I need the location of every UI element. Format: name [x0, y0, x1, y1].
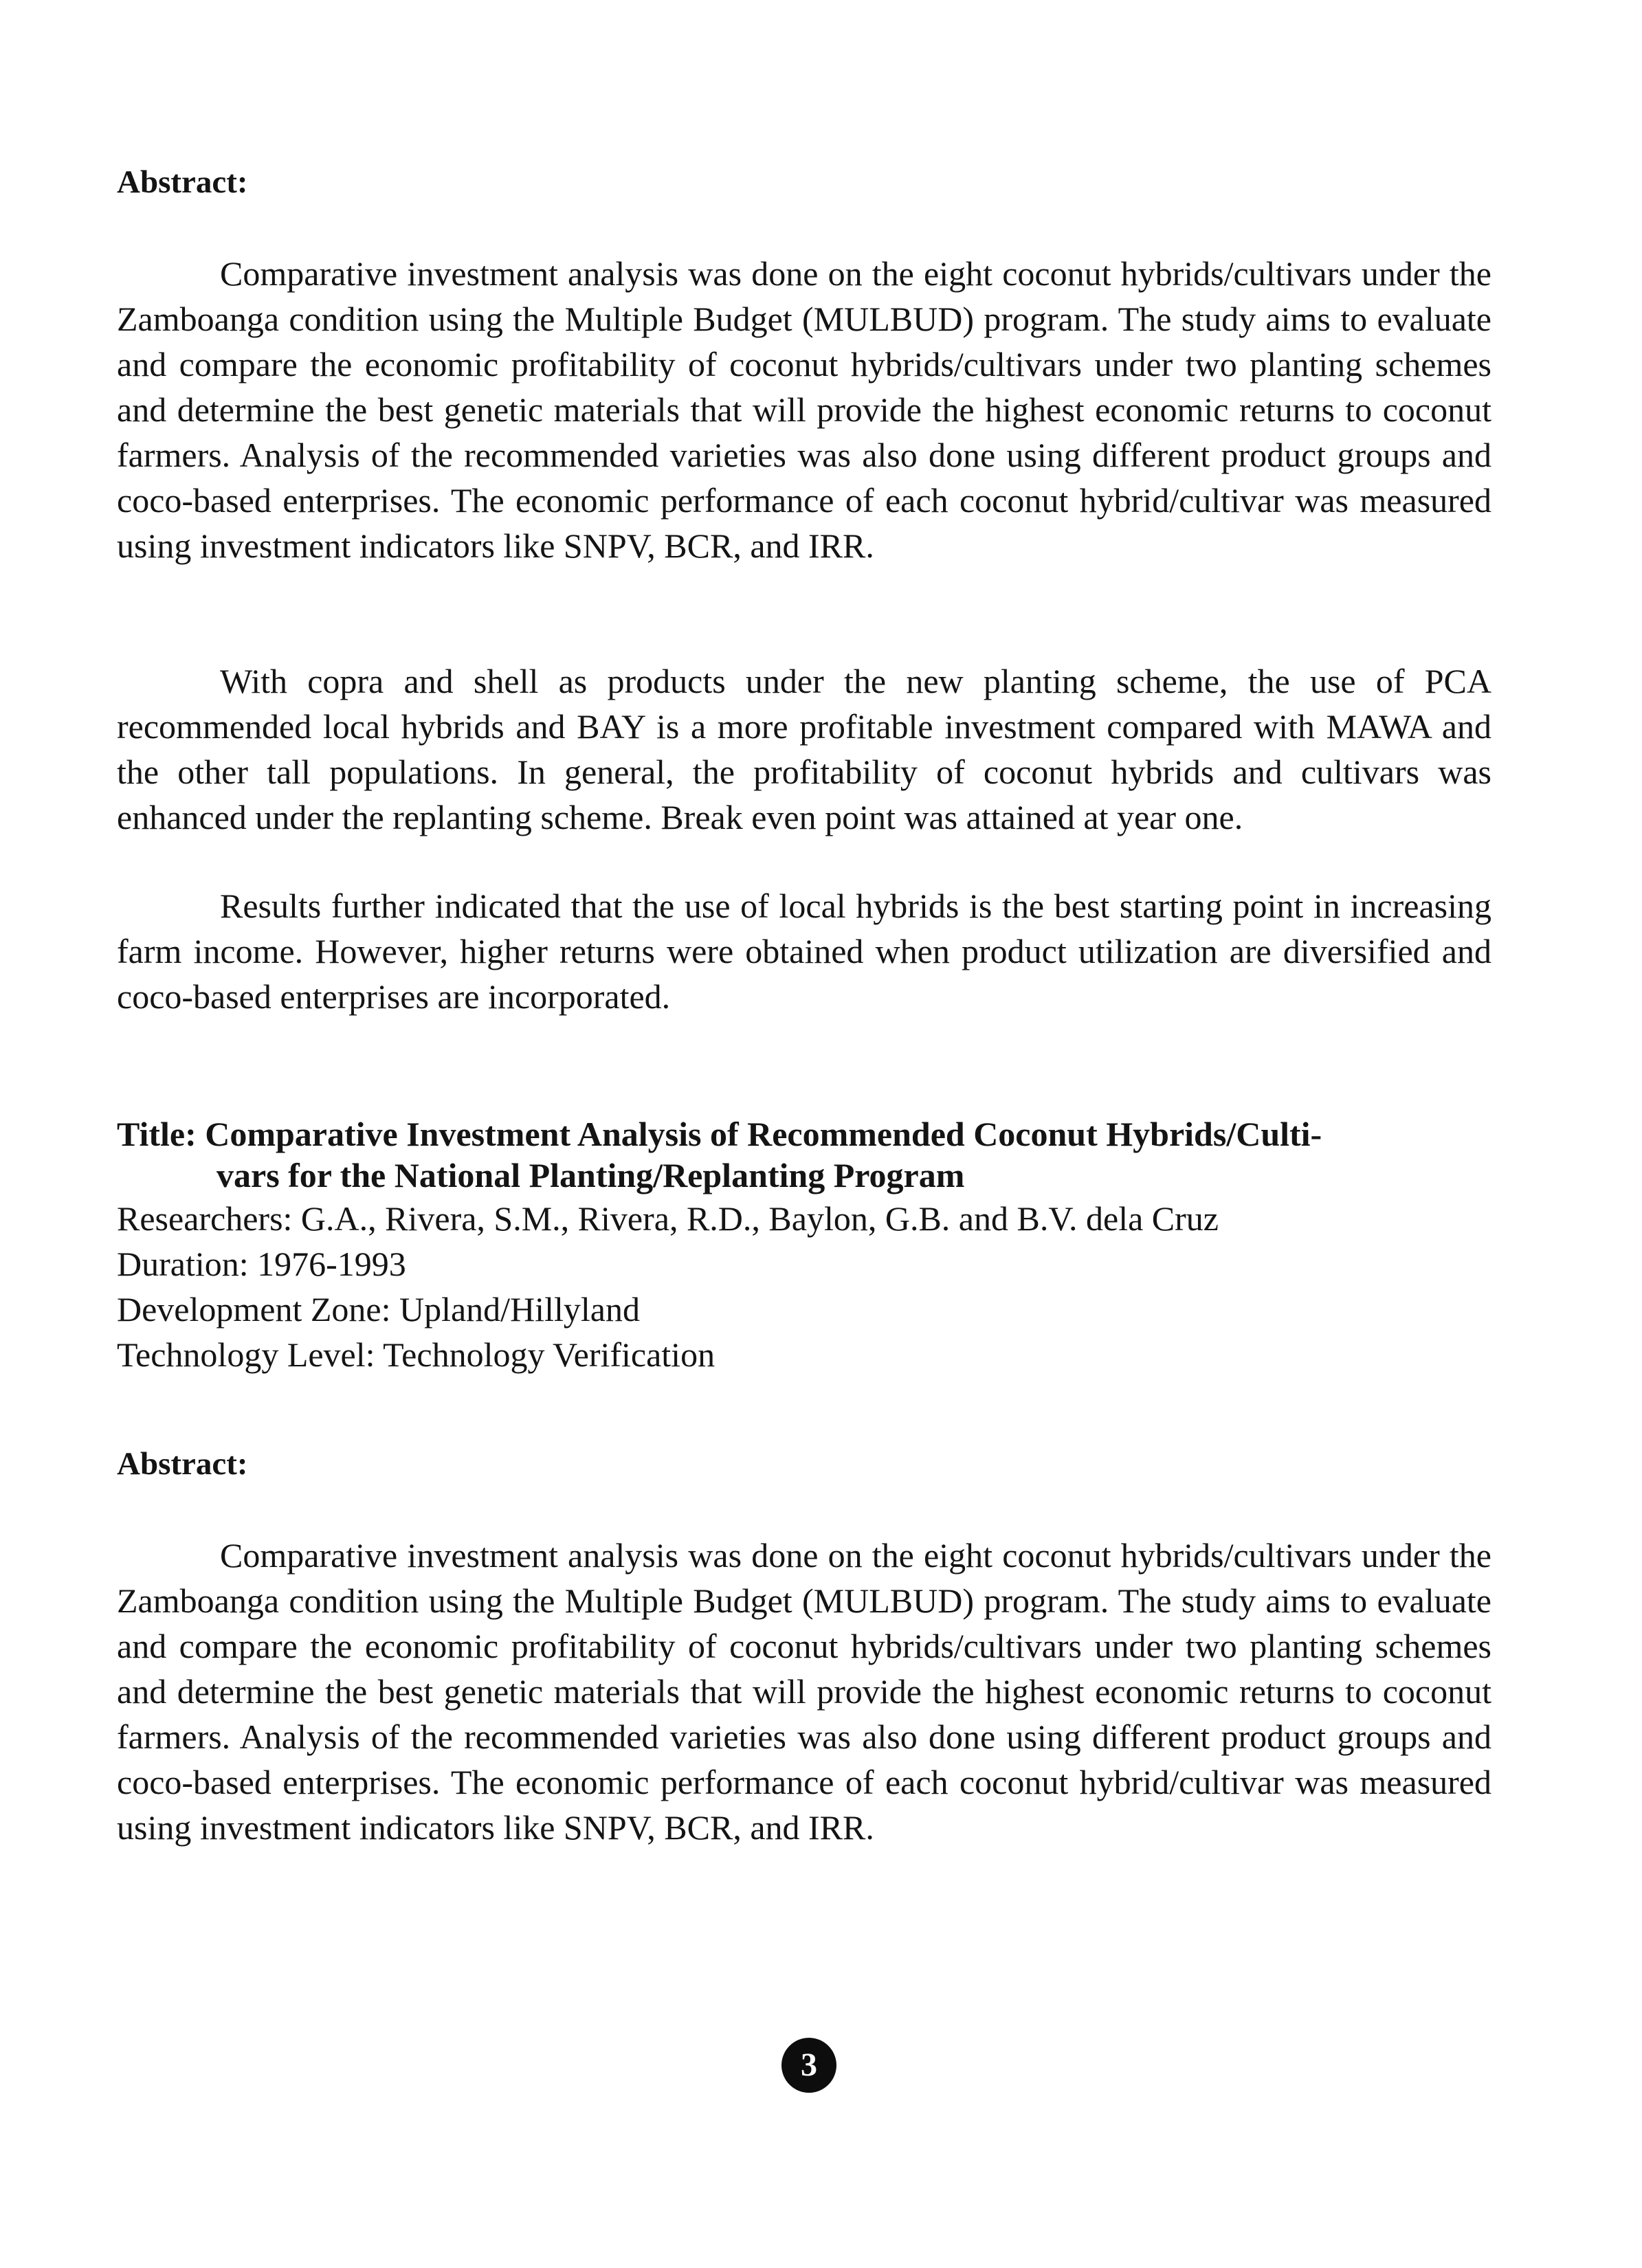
project-title-continued [117, 1155, 1491, 1196]
abstract-body-1c [117, 883, 1491, 1019]
title-text-line-1: Comparative Investment Analysis of Recommended Coconut Hybrids/Culti- [205, 1115, 1322, 1153]
document-page [117, 0, 1505, 2268]
title-text-line-2: vars for the National Planting/Replanting Program [217, 1156, 965, 1194]
abstract-heading-1: Abstract: [117, 164, 248, 200]
abstract-1-paragraph-1: Comparative investment analysis was done on the eight coconut hybrids/cultivars under the Zamboanga condition using the Multiple Budget (MULBUD) program. The study aims to evaluate and compare the economic profitability of coconut hybrids/cultivars under two planting schemes and determine the best genetic materials that will provide the highest economic returns to coconut farmers. Analysis of the recommended varieties was also done using different product groups and coco-based enterprises. The economic performance of each coconut hybrid/cultivar was measured using investment indicators like SNPV, BCR, and IRR. [117, 254, 1491, 565]
researchers-line: Researchers: G.A., Rivera, S.M., Rivera, R.D., Baylon, G.B. and B.V. dela Cruz [117, 1199, 1219, 1238]
abstract-body-2 [117, 1533, 1491, 1850]
project-info [117, 1113, 1491, 1377]
abstract-heading-2: Abstract: [117, 1446, 248, 1482]
duration-line: Duration: 1976-1993 [117, 1245, 406, 1283]
development-zone-line: Development Zone: Upland/Hillyland [117, 1290, 640, 1328]
technology-level-line: Technology Level: Technology Verification [117, 1335, 715, 1374]
abstract-body-1b [117, 658, 1491, 840]
project-title [117, 1113, 1491, 1155]
abstract-1-paragraph-2: With copra and shell as products under the new planting scheme, the use of PCA recommended local hybrids and BAY is a more profitable investment compared with MAWA and the other tall populations. In general, the profitability of coconut hybrids and cultivars was enhanced under the replanting scheme. Break even point was attained at year one. [117, 662, 1491, 836]
page-number-badge: 3 [781, 2038, 836, 2093]
abstract-2-paragraph-1: Comparative investment analysis was done on the eight coconut hybrids/cultivars under the Zamboanga condition using the Multiple Budget (MULBUD) program. The study aims to evaluate and compare the economic profitability of coconut hybrids/cultivars under two planting schemes and determine the best genetic materials that will provide the highest economic returns to coconut farmers. Analysis of the recommended varieties was also done using different product groups and coco-based enterprises. The economic performance of each coconut hybrid/cultivar was measured using investment indicators like SNPV, BCR, and IRR. [117, 1536, 1491, 1847]
title-label: Title: [117, 1115, 197, 1153]
abstract-body-1 [117, 251, 1491, 568]
abstract-1-paragraph-3: Results further indicated that the use of local hybrids is the best starting point in increasing farm income. However, higher returns were obtained when product utilization are diversified and coco-based enterprises are incorporated. [117, 887, 1491, 1016]
